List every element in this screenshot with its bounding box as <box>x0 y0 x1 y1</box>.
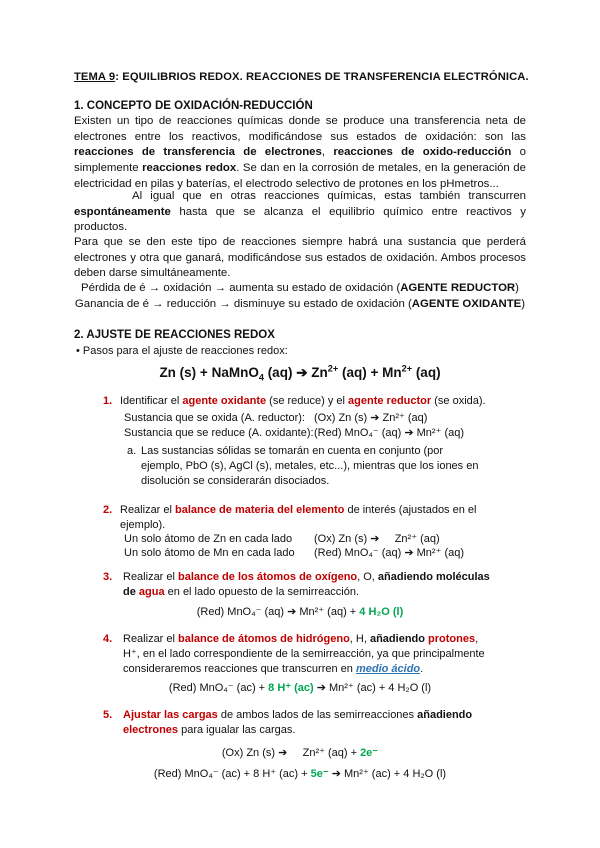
arrow-icon: ➔ <box>296 365 308 380</box>
step1-row2-equation: (Red) MnO₄⁻ (aq) ➔ Mn²⁺ (aq) <box>314 427 465 439</box>
step1-row2-label: Sustancia que se reduce (A. oxidante): <box>124 427 314 439</box>
step4-number: 4. <box>103 633 113 645</box>
section1-heading: 1. CONCEPTO DE OXIDACIÓN-REDUCCIÓN <box>74 100 313 112</box>
steps-bullet: • Pasos para el ajuste de reacciones redox: <box>76 345 288 357</box>
step1-row1-label: Sustancia que se oxida (A. reductor): <box>124 412 305 424</box>
step1-note: Las sustancias sólidas se tomarán en cuenta en conjunto (por ejemplo, PbO (s), AgCl (s), metales, etc...), mientras que los iones en disolución se considerarán disociados. <box>141 445 479 488</box>
oxidation-line: Pérdida de é → oxidación → aumenta su estado de oxidación (AGENTE REDUCTOR) <box>81 282 519 294</box>
step2-row2-label: Un solo átomo de Mn en cada lado <box>124 547 295 559</box>
step1-note-letter: a. <box>127 445 137 457</box>
step3-equation: (Red) MnO₄⁻ (aq) ➔ Mn²⁺ (aq) + 4 H₂O (l) <box>196 606 404 618</box>
section1-paragraph1: Existen un tipo de reacciones químicas donde se produce una transferencia neta de electrones entre los reactivos, modificándose sus estados de oxidación: son las reacciones de transferencia de electrones, reacciones de oxido-reducción o simplemente reacciones redox. Se dan en la corrosión de metales, en la generación de electricidad en pilas y baterías, el electrodo selectivo de protones en los pHmetros... <box>74 115 526 190</box>
step1-row1-equation: (Ox) Zn (s) ➔ Zn²⁺ (aq) <box>314 412 428 424</box>
step2-text: Realizar el balance de materia del elemento de interés (ajustados en el ejemplo). <box>120 504 477 532</box>
section2-heading: 2. AJUSTE DE REACCIONES REDOX <box>74 329 275 341</box>
title-text: : EQUILIBRIOS REDOX. REACCIONES DE TRANSFERENCIA ELECTRÓNICA. <box>115 71 529 83</box>
step4-equation: (Red) MnO₄⁻ (ac) + 8 H⁺ (ac) ➔ Mn²⁺ (ac) + 4 H₂O (l) <box>168 682 432 694</box>
reduction-line: Ganancia de é → reducción → disminuye su estado de oxidación (AGENTE OXIDANTE) <box>74 298 526 310</box>
main-equation: Zn (s) + NaMnO$_4$ (aq) ➔ $Zn^{2+}$ $(aq) + Mn^{2+}$ (aq) <box>159 363 441 383</box>
section1-paragraph3: Para que se den este tipo de reacciones siempre habrá una sustancia que perderá electrones y otra que ganará, modificándose sus estados de oxidación. Ambos procesos deben darse simultáneamente. <box>74 236 526 280</box>
step2-row1-equation: (Ox) Zn (s) ➔ Zn²⁺ (aq) <box>314 533 440 545</box>
tema-label: TEMA 9 <box>74 71 116 83</box>
step2-number: 2. <box>103 504 113 516</box>
step3-text: Realizar el balance de los átomos de oxígeno, O, añadiendo moléculas de agua en el lado opuesto de la semirreacción. <box>123 571 490 599</box>
step5-number: 5. <box>103 709 113 721</box>
step1-number: 1. <box>103 395 113 407</box>
step1-text: Identificar el agente oxidante (se reduce) y el agente reductor (se oxida). <box>120 395 486 407</box>
step5-equation-red: (Red) MnO₄⁻ (ac) + 8 H⁺ (ac) + 5e⁻ ➔ Mn²⁺ (ac) + 4 H₂O (l) <box>153 768 447 780</box>
step3-number: 3. <box>103 571 113 583</box>
step4-text: Realizar el balance de átomos de hidrógeno, H, añadiendo protones, H⁺, en el lado correspondiente de la semirreacción, ya que principalmente consideraremos reacciones que transcurren en medio ácido. <box>123 633 485 676</box>
section1-paragraph2: Al igual que en otras reacciones químicas, estas también transcurren espontáneamente hasta que se alcanza el equilibrio químico entre reactivos y productos. <box>74 190 526 234</box>
step5-text: Ajustar las cargas de ambos lados de las semirreacciones añadiendo electrones para igualar las cargas. <box>123 709 473 737</box>
page-title <box>74 70 529 85</box>
step2-row2-equation: (Red) MnO₄⁻ (aq) ➔ Mn²⁺ (aq) <box>314 547 465 559</box>
step2-row1-label: Un solo átomo de Zn en cada lado <box>124 533 293 545</box>
step5-equation-ox: (Ox) Zn (s) ➔ Zn²⁺ (aq) + 2e⁻ <box>221 747 379 759</box>
